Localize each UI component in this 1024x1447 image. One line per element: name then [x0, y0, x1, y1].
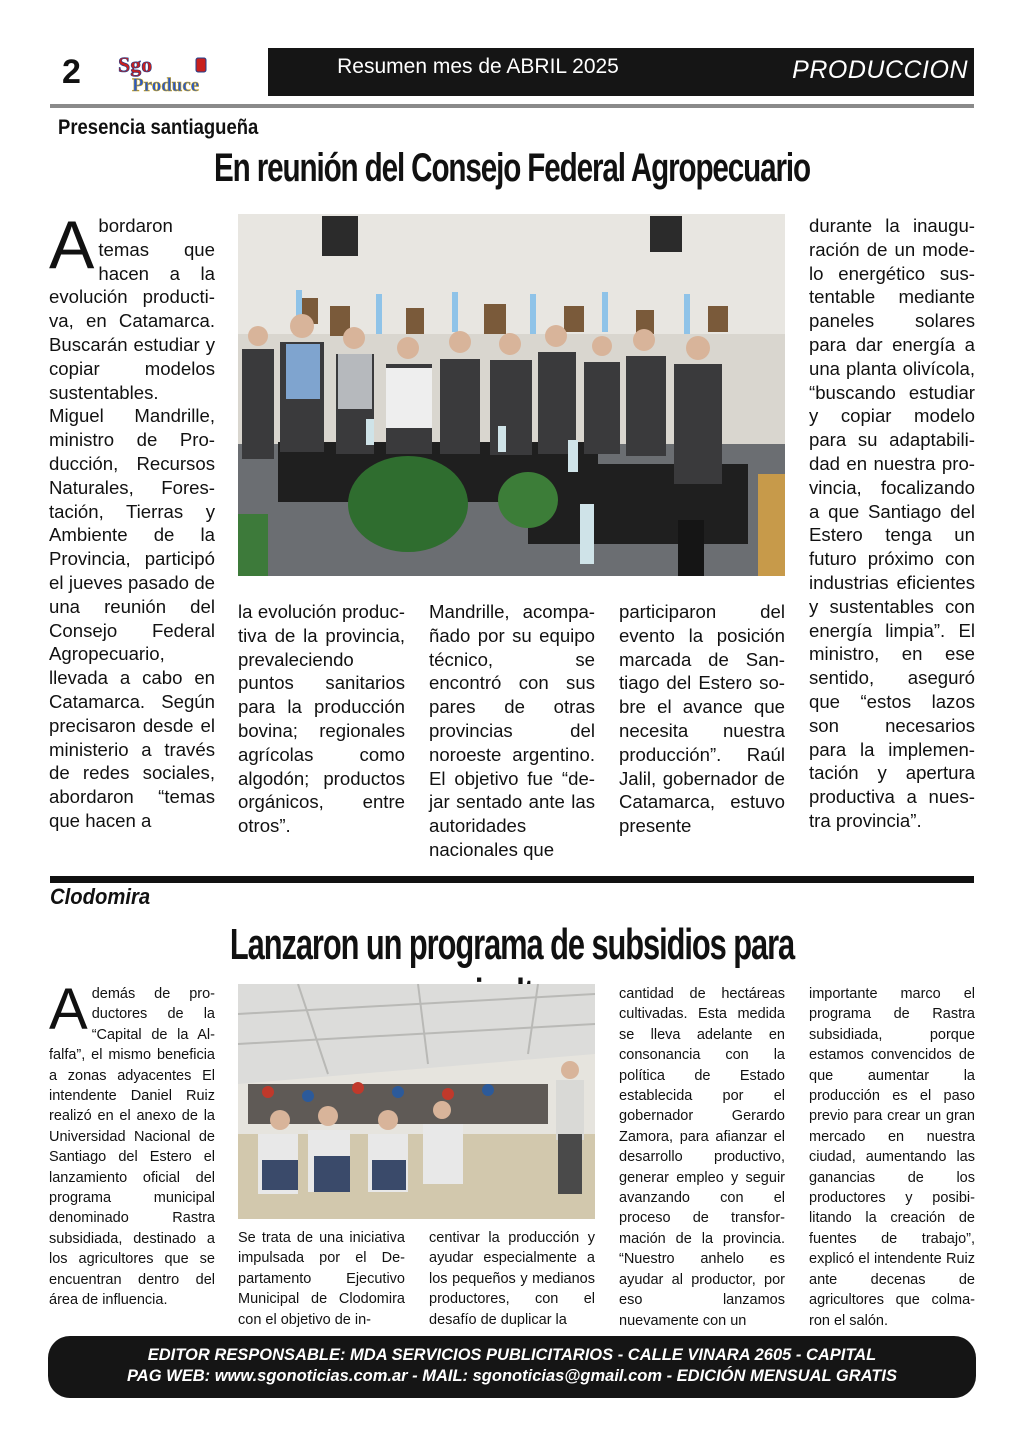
article2-photo-audience [238, 984, 595, 1219]
header-rule [50, 104, 974, 108]
article2-column-5: importante marco el programa de Rastra subsidiada, porque estamos convencidos de que aumentar la producción es el paso previo para crear un gran mercado en nuestra ciudad, aumentando las ganancias de los productores y posibilitando la creación de fuentes de trabajo”, explicó el intendente Ruiz ante decenas de agricultores que colmaron el salón. [809, 986, 975, 1329]
footer-editor-line: EDITOR RESPONSABLE: MDA SERVICIOS PUBLICITARIOS - CALLE VINARA 2605 - CAPITAL [147, 1346, 877, 1364]
footer-banner [48, 1336, 976, 1398]
article1-col1-text: bordaron temas que hacen a la evolución productiva, en Catamarca. Buscarán estudiar y copiar modelos sustentables. Miguel Mandrille, ministro de Producción, Recursos Naturales, Forestación, Tierras y Ambiente de la Provincia, participó el jueves pasado de una reunión del Consejo Federal Agropecuario, llevada a cabo en Catamarca. Según precisaron desde el ministerio a través de redes sociales, abordaron “temas que hacen a [49, 215, 215, 831]
article2-col1-text: demás de productores de la “Capital de la Alfalfa”, el mismo beneficia a zonas adyacentes El intendente Daniel Ruiz realizó en el anexo de la Universidad Nacional de Santiago del Estero el lanzamiento oficial del programa municipal denominado Rastra subsidiada, destinado a los agricultores que se encuentran dentro del área de influencia. [49, 986, 215, 1309]
article2-headline: Lanzaron un programa de subsidios para [229, 920, 795, 969]
logo-sgo-text: Sgo [118, 52, 153, 77]
article1-column-3: Mandrille, acompañado por su equipo técnico, se encontró con sus pares de otras provincias del noroeste argentino. El objetivo fue “dejar sentado ante las autoridades nacionales que [429, 601, 595, 860]
section-separator [50, 876, 974, 883]
article2-column-4: cantidad de hectáreas cultivadas. Esta medida se lleva adelante en consonancia con la política de Estado establecida por el gobernador Gerardo Zamora, para afianzar el desarrollo productivo, generar empleo y seguir avanzando con el proceso de transformación de la provincia. “Nuestro anhelo es ayudar al productor, por eso lanzamos nuevamente con un [619, 986, 785, 1329]
logo-produce-text: Produce [132, 75, 200, 96]
section-title: PRODUCCION [792, 56, 968, 84]
article2-column-1 [49, 977, 215, 1311]
article1-column-5: durante la inauguración de un modelo energético sustentable mediante paneles solares para dar energía a una planta olivícola, “buscando estudiar y copiar modelo para su adaptabilidad en nuestra provincia, focalizando a que Santiago del Estero tenga un futuro próximo con industrias eficientes y sustentables con energía limpia”. El ministro, en ese sentido, aseguró que “estos lazos son necesarios para la implementación y apertura productiva a nuestra provincia”. [809, 215, 975, 831]
article1-kicker: Presencia santiagueña [58, 116, 259, 139]
issue-month: Resumen mes de ABRIL 2025 [337, 55, 619, 78]
sgo-produce-logo [112, 50, 262, 96]
article1-drop-cap: A [49, 207, 95, 283]
article2-column-2: Se trata de una iniciativa impulsada por el Departamento Ejecutivo Municipal de Clodomira con el objetivo de in- [238, 1230, 405, 1328]
article2-drop-cap: A [49, 977, 88, 1042]
article1-photo-officials [238, 214, 785, 576]
footer-contact-line: PAG WEB: www.sgonoticias.com.ar - MAIL: sgonoticias@gmail.com - EDICIÓN MENSUAL GRATIS [127, 1367, 897, 1385]
article1-column-2: la evolución productiva de la provincia, prevaleciendo puntos sanitarios para la producción bovina; regionales agrícolas como algodón; productos orgánicos, entre otros”. [238, 601, 405, 837]
article1-column-4: participaron del evento la posición marcada de Santiago del Estero sobre el avance que necesita nuestra producción”. Raúl Jalil, gobernador de Catamarca, estuvo presente [619, 601, 785, 837]
article1-column-1 [49, 207, 215, 833]
article2-column-3: centivar la producción y ayudar especialmente a los pequeños y medianos productores, con el desafío de duplicar la [429, 1230, 595, 1328]
page-number: 2 [62, 53, 81, 91]
article2-kicker: Clodomira [50, 884, 151, 909]
article1-headline: En reunión del Consejo Federal Agropecuario [214, 146, 810, 190]
